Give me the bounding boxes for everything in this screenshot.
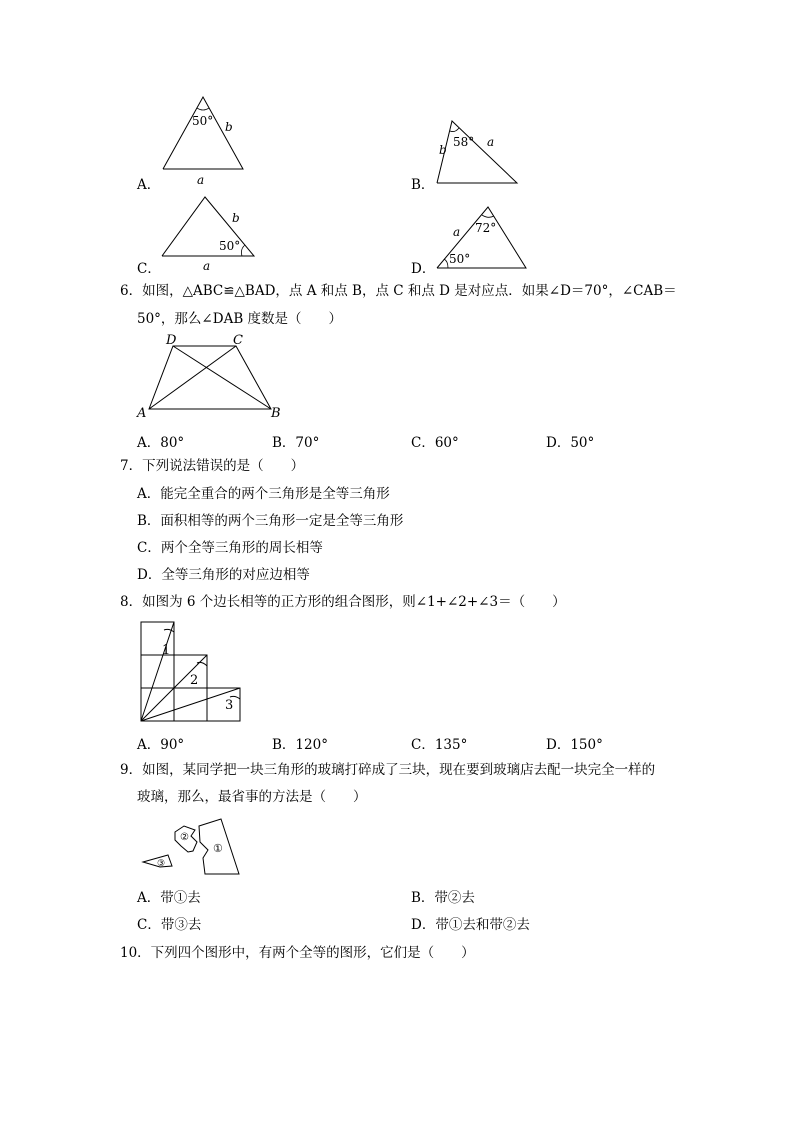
q6-label-b: B (271, 406, 281, 421)
q6-stem-line2: 50°，那么∠DAB 度数是（ ） (137, 311, 343, 327)
q5-c-angle: 50° (219, 239, 241, 253)
q5-a-angle: 50° (192, 114, 214, 128)
q5-d-side-a: a (453, 225, 461, 239)
q6-option-d: D．50° (546, 435, 595, 451)
q7-option-a: A．能完全重合的两个三角形是全等三角形 (137, 486, 390, 502)
q6-option-b: B．70° (272, 435, 320, 451)
q5-c-side-b: b (232, 211, 240, 225)
q5-d-angle-50: 50° (449, 252, 471, 266)
q5-a-side-b: b (225, 120, 233, 134)
q5-c-side-a: a (203, 259, 211, 273)
q8-option-c: C．135° (411, 737, 468, 753)
q9-option-b: B．带②去 (411, 890, 475, 906)
q8-angle-1-label: 1 (162, 643, 171, 658)
q5-b-side-b: b (439, 143, 447, 157)
q8-option-d: D．150° (546, 737, 603, 753)
q5-d-angle-72: 72° (475, 221, 497, 235)
q9-piece-2-label: ② (180, 832, 189, 843)
q6-stem-line1: 6．如图，△ABC≌△BAD，点 A 和点 B，点 C 和点 D 是对应点．如果∠D＝70°，∠CAB＝ (120, 283, 677, 299)
q9-option-c: C．带③去 (137, 917, 202, 933)
q5-option-c-letter: C． (137, 261, 161, 277)
q5-b-side-a: a (487, 135, 495, 149)
q7-option-b: B．面积相等的两个三角形一定是全等三角形 (137, 513, 404, 529)
q5-b-angle: 58° (453, 135, 475, 149)
q10-stem: 10．下列四个图形中，有两个全等的图形，它们是（ ） (120, 945, 475, 961)
q6-label-c: C (233, 333, 243, 348)
q5-option-b-letter: B． (411, 177, 435, 193)
q6-option-c: C．60° (411, 435, 459, 451)
q7-option-c: C．两个全等三角形的周长相等 (137, 540, 323, 556)
q6-label-d: D (166, 333, 177, 348)
q5-a-side-a: a (197, 173, 205, 187)
q8-stem: 8．如图为 6 个边长相等的正方形的组合图形，则∠1+∠2+∠3＝（ ） (120, 594, 566, 610)
q9-option-a: A．带①去 (137, 890, 201, 906)
q5-option-d-letter: D． (411, 261, 436, 277)
q8-angle-2-label: 2 (190, 673, 199, 688)
q7-option-d: D．全等三角形的对应边相等 (137, 567, 310, 583)
q9-stem-line1: 9．如图，某同学把一块三角形的玻璃打碎成了三块，现在要到玻璃店去配一块完全一样的 (120, 762, 656, 778)
q7-stem: 7．下列说法错误的是（ ） (120, 458, 305, 474)
q9-stem-line2: 玻璃，那么，最省事的方法是（ ） (137, 789, 367, 805)
q9-option-d: D．带①去和带②去 (411, 917, 530, 933)
q9-piece-3-label: ③ (157, 859, 166, 869)
q6-label-a: A (137, 406, 147, 421)
q8-option-a: A．90° (137, 737, 185, 753)
q8-option-b: B．120° (272, 737, 328, 753)
q8-angle-3-label: 3 (225, 698, 234, 713)
q5-option-a-letter: A． (137, 177, 161, 193)
q9-piece-1-label: ① (213, 842, 223, 855)
q6-option-a: A．80° (137, 435, 185, 451)
